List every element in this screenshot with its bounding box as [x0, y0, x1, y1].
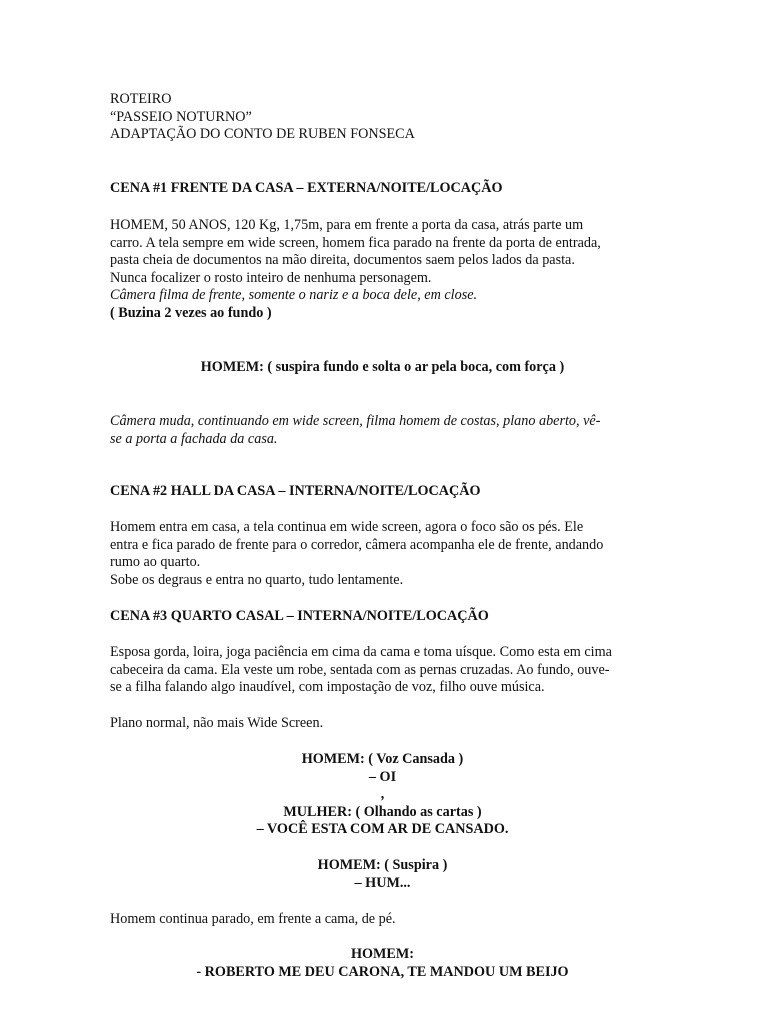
scene-1-camera-change: [110, 413, 655, 448]
dialogue-line: – VOCÊ ESTA COM AR DE CANSADO.: [256, 821, 509, 838]
paragraph-line: se a porta a fachada da casa.: [110, 430, 278, 447]
scene-3-action: [110, 644, 655, 697]
dialogue-line: – HUM...: [354, 874, 411, 891]
paragraph-line: Homem entra em casa, a tela continua em wide screen, agora o foco são os pés. Ele: [110, 519, 584, 535]
paragraph-line: rumo ao quarto.: [110, 554, 201, 571]
scene-3-note: Plano normal, não mais Wide Screen.: [110, 715, 324, 731]
scene-2-action: [110, 519, 655, 589]
title-block: [110, 91, 655, 144]
title-line: ROTEIRO: [110, 91, 172, 107]
scene-2-heading: CENA #2 HALL DA CASA – INTERNA/NOITE/LOCAÇÃO: [110, 483, 481, 499]
sound-direction: ( Buzina 2 vezes ao fundo ): [110, 304, 272, 321]
paragraph-line: Nunca focalizer o rosto inteiro de nenhuma personagem.: [110, 269, 432, 286]
speaker-name: HOMEM: ( Voz Cansada ): [301, 751, 464, 767]
scene-1-dialogue: HOMEM: ( suspira fundo e solta o ar pela boca, com força ): [200, 359, 565, 375]
scene-3-heading: CENA #3 QUARTO CASAL – INTERNA/NOITE/LOCAÇÃO: [110, 608, 489, 624]
dialogue-block-1: [110, 751, 655, 839]
scene-1-heading: CENA #1 FRENTE DA CASA – EXTERNA/NOITE/LOCAÇÃO: [110, 180, 503, 196]
title-subtitle: ADAPTAÇÃO DO CONTO DE RUBEN FONSECA: [110, 126, 415, 143]
paragraph-line: se a filha falando algo inaudível, com impostação de voz, filho ouve música.: [110, 679, 545, 696]
dialogue-comma: ,: [380, 786, 385, 803]
dialogue-block-2: [110, 857, 655, 892]
paragraph-line: Câmera muda, continuando em wide screen, filma homem de costas, plano aberto, vê-: [110, 413, 601, 429]
speaker-name: HOMEM: ( Suspira ): [317, 857, 448, 873]
paragraph-line: cabeceira da cama. Ela veste um robe, sentada com as pernas cruzadas. Ao fundo, ouve-: [110, 661, 610, 678]
scene-1-action: [110, 217, 655, 323]
dialogue-line: – OI: [368, 768, 397, 785]
paragraph-line: pasta cheia de documentos na mão direita, documentos saem pelos lados da pasta.: [110, 252, 575, 269]
paragraph-line: carro. A tela sempre em wide screen, homem fica parado na frente da porta de entrada,: [110, 234, 601, 251]
scene-3-action-2: Homem continua parado, em frente a cama, de pé.: [110, 911, 396, 927]
speaker-name: MULHER: ( Olhando as cartas ): [283, 803, 482, 820]
paragraph-line: Sobe os degraus e entra no quarto, tudo lentamente.: [110, 571, 404, 588]
dialogue-block-3: [110, 946, 655, 981]
title-name: “PASSEIO NOTURNO”: [110, 108, 252, 125]
dialogue-line: - ROBERTO ME DEU CARONA, TE MANDOU UM BEIJO: [196, 963, 569, 980]
camera-direction: Câmera filma de frente, somente o nariz e a boca dele, em close.: [110, 287, 478, 304]
speaker-name: HOMEM:: [350, 946, 415, 962]
paragraph-line: entra e fica parado de frente para o corredor, câmera acompanha ele de frente, andando: [110, 536, 604, 553]
paragraph-line: Esposa gorda, loira, joga paciência em cima da cama e toma uísque. Como esta em cima: [110, 644, 612, 660]
paragraph-line: HOMEM, 50 ANOS, 120 Kg, 1,75m, para em frente a porta da casa, atrás parte um: [110, 217, 584, 233]
